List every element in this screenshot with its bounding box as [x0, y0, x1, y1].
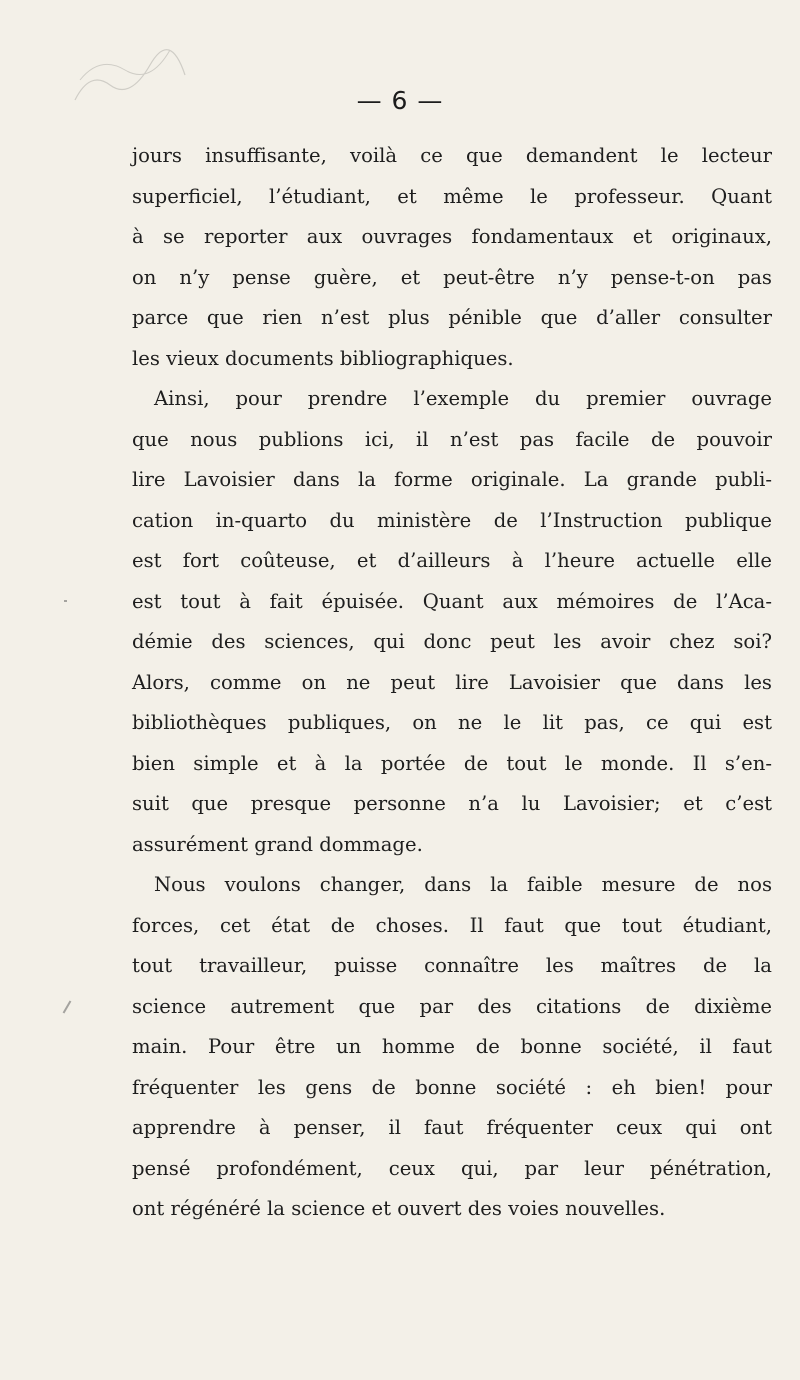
text-line: science autrement que par des citations de dixième	[132, 994, 772, 1018]
text-line: parce que rien n’est plus pénible que d’aller consulter	[132, 306, 772, 329]
text-line: lire Lavoisier dans la forme originale. La grande publi-	[132, 468, 772, 491]
text-line: ont régénéré la science et ouvert des voies nouvelles.	[132, 1197, 666, 1220]
text-line: est tout à fait épuisée. Quant aux mémoires de l’Aca-	[132, 589, 772, 613]
text-line: tout travailleur, puisse connaître les maîtres de la	[132, 954, 772, 977]
text-line: que nous publions ici, il n’est pas facile de pouvoir	[132, 427, 772, 451]
text-line: suit que presque personne n’a lu Lavoisier; et c’est	[132, 792, 772, 815]
page-number: — 6 —	[356, 86, 444, 115]
text-line: apprendre à penser, il faut fréquenter ceux qui ont	[132, 1116, 772, 1139]
text-line: est fort coûteuse, et d’ailleurs à l’heure actuelle elle	[132, 549, 772, 572]
text-line: cation in-quarto du ministère de l’Instruction publique	[132, 508, 772, 532]
margin-mark	[64, 600, 67, 602]
text-line: démie des sciences, qui donc peut les avoir chez soi?	[132, 630, 772, 653]
text-line: superficiel, l’étudiant, et même le professeur. Quant	[132, 184, 772, 208]
margin-mark	[63, 1000, 72, 1013]
text-line: bien simple et à la portée de tout le monde. Il s’en-	[132, 751, 772, 775]
text-line: main. Pour être un homme de bonne société, il faut	[132, 1035, 772, 1058]
body-text	[132, 136, 772, 1230]
text-line: forces, cet état de choses. Il faut que tout étudiant,	[132, 913, 772, 937]
text-line: à se reporter aux ouvrages fondamentaux et originaux,	[132, 225, 772, 248]
text-line: Alors, comme on ne peut lire Lavoisier que dans les	[132, 670, 772, 694]
text-line: pensé profondément, ceux qui, par leur pénétration,	[132, 1156, 772, 1180]
text-line: jours insuffisante, voilà ce que demandent le lecteur	[132, 144, 772, 167]
text-line: bibliothèques publiques, on ne le lit pas, ce qui est	[132, 711, 772, 734]
text-line: Nous voulons changer, dans la faible mesure de nos	[154, 873, 772, 896]
text-line: fréquenter les gens de bonne société : eh bien! pour	[132, 1075, 772, 1099]
text-line: les vieux documents bibliographiques.	[132, 346, 514, 370]
text-line: on n’y pense guère, et peut-être n’y pense-t-on pas	[132, 265, 772, 289]
text-line: assurément grand dommage.	[132, 832, 423, 856]
text-line: Ainsi, pour prendre l’exemple du premier ouvrage	[154, 387, 772, 410]
